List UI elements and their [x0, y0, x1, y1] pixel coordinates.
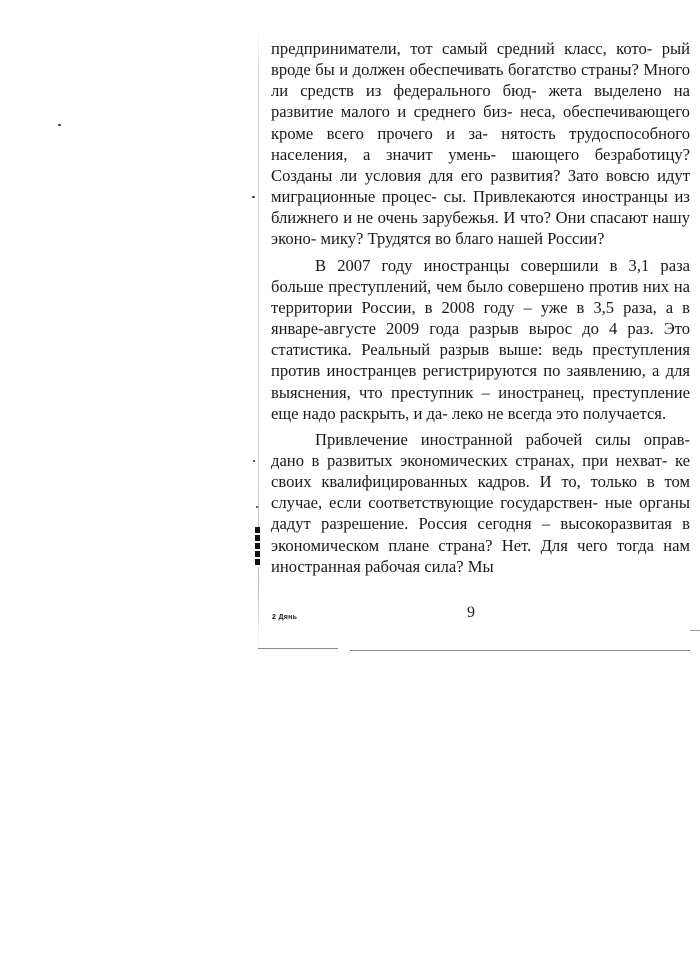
text-line: преступления против иностранцев регистрируются	[271, 340, 690, 381]
text-line: рый вроде бы и должен обеспечивать богатство	[271, 39, 691, 80]
scan-page-edge	[690, 630, 700, 631]
scan-speck	[253, 460, 255, 462]
text-line: В 2007 году иностранцы совершили в 3,1 раза	[315, 255, 690, 275]
text-line: мику? Трудятся во благо нашей России?	[320, 229, 605, 249]
text-line: предприниматели, тот самый средний класс, кото-	[271, 39, 653, 58]
paragraph-3	[271, 429, 690, 577]
scan-speck	[58, 124, 61, 126]
scan-speck	[252, 196, 255, 198]
scan-page-edge	[258, 648, 338, 649]
text-line: ные органы дадут разрешение. Россия сегодня –	[271, 493, 690, 534]
text-line: в том случае, если соответствующие государствен-	[271, 472, 690, 513]
text-line: дано в развитых экономических странах, при нехват-	[271, 450, 668, 470]
text-line: высокоразвитая в экономическом плане страна? Нет.	[271, 514, 690, 555]
text-line: них на территории России, в 2008 году – уже в 3,5	[271, 276, 690, 317]
text-line: Привлечение иностранной рабочей силы оправ-	[315, 429, 690, 449]
text-line: ке своих квалифицированных кадров. И то, только	[271, 450, 690, 492]
text-line: неса, обеспечивающего кроме всего прочего и за-	[271, 102, 690, 143]
scan-page-edge	[350, 650, 690, 651]
body-text	[271, 38, 690, 577]
text-line: шающего безработицу? Созданы ли условия для его	[271, 144, 690, 185]
text-line: развития? Зато вовсю идут миграционные процес-	[271, 165, 690, 207]
text-line: сы. Привлекаются иностранцы из ближнего и не	[271, 187, 690, 228]
text-line: леко не всегда это получается.	[451, 403, 667, 423]
text-line: раза, а в январе-августе 2009 года разрыв вырос до	[271, 297, 691, 339]
text-line: жета выделено на развитие малого и среднего биз-	[271, 81, 690, 122]
text-line: страны? Много ли средств из федерального бюд-	[271, 60, 690, 101]
printer-signature-mark: 2 Дянь	[272, 614, 298, 621]
text-line: нятость трудоспособного населения, а значит умень-	[271, 123, 690, 164]
scan-margin-mark	[255, 527, 260, 567]
page-number: 9	[467, 604, 475, 621]
text-line: больше преступлений, чем было совершено против	[271, 276, 639, 296]
text-line: 4 раз. Это статистика. Реальный разрыв выше: ведь	[271, 319, 690, 360]
text-line: иностранец, преступление еще надо раскрыть, и да-	[271, 382, 690, 423]
text-line: по заявлению, а для выяснения, что преступник –	[271, 361, 690, 402]
paragraph-2	[271, 255, 690, 424]
text-line: очень зарубежья. И что? Они спасают нашу эконо-	[271, 208, 690, 249]
text-line: Для чего тогда нам иностранная рабочая сила? Мы	[271, 535, 690, 576]
paragraph-1	[271, 38, 690, 250]
scan-speck	[256, 506, 258, 508]
